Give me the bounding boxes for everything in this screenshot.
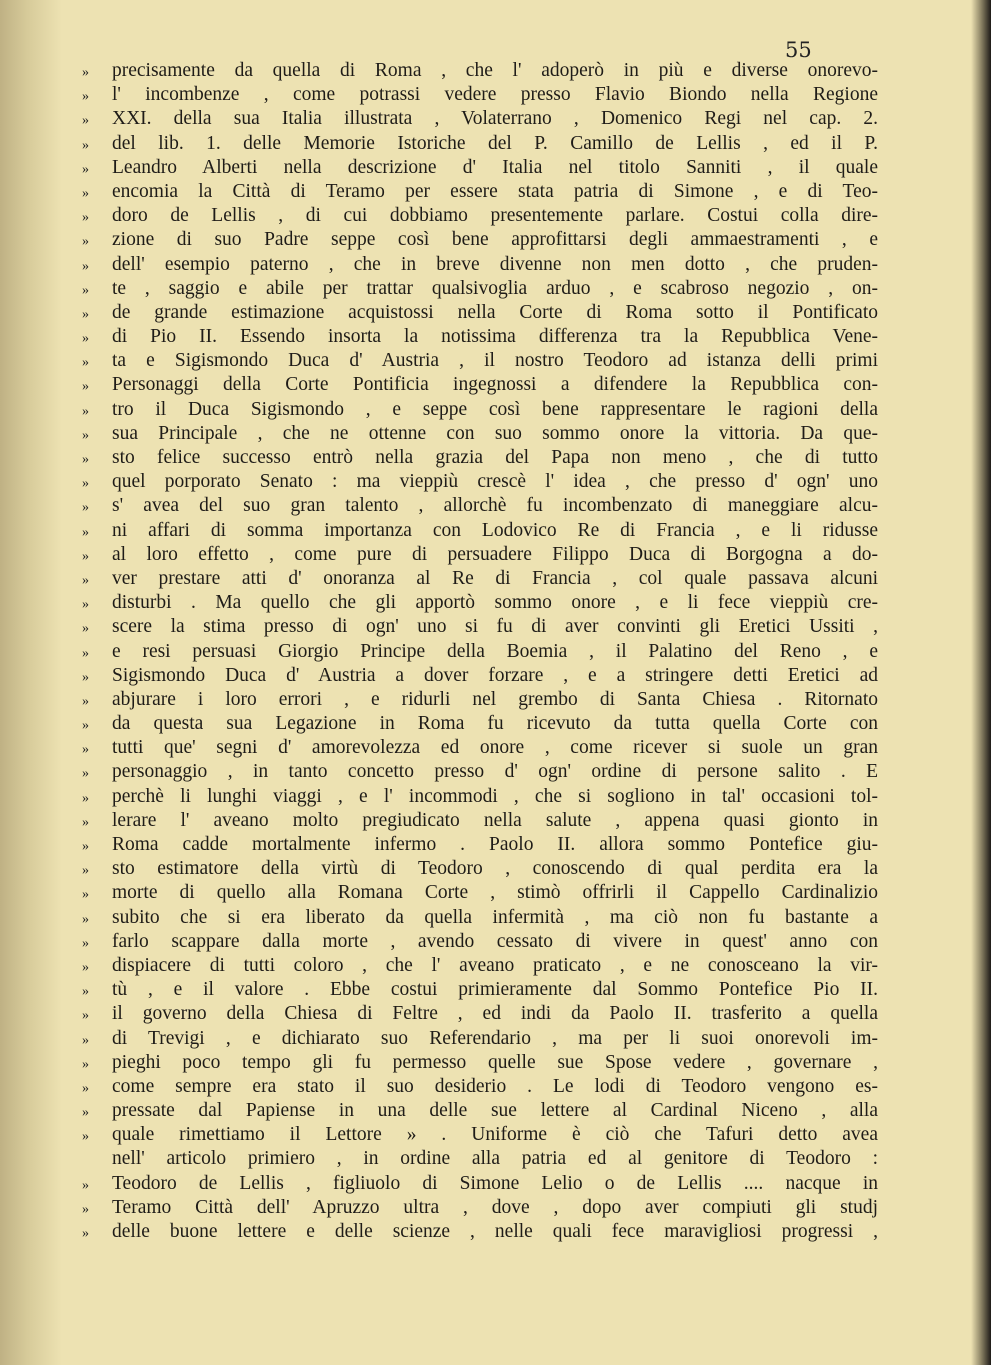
quote-mark: » <box>82 645 89 661</box>
quote-mark: » <box>82 572 89 588</box>
text-line <box>82 133 878 157</box>
quote-mark: » <box>82 1129 89 1145</box>
quote-mark: » <box>82 1032 89 1048</box>
line-text: doro de Lellis , di cui dobbiamo presentemente parlare. Costui colla dire- <box>112 205 878 227</box>
page-edge <box>971 0 991 1365</box>
line-text: Roma cadde mortalmente infermo . Paolo II. allora sommo Pontefice giu- <box>112 834 878 855</box>
line-text: XXI. della sua Italia illustrata , Volaterrano , Domenico Regi nel cap. 2. <box>112 108 878 130</box>
text-line <box>82 302 878 326</box>
line-text: tutti que' segni d' amorevolezza ed onore , come ricever si suole un gran <box>112 737 878 759</box>
quote-mark: » <box>82 863 89 879</box>
text-line <box>82 1003 878 1027</box>
text-line <box>82 882 878 906</box>
line-text: pressate dal Papiense in una delle sue lettere al Cardinal Niceno , alla <box>112 1100 878 1122</box>
line-text: ver prestare atti d' onoranza al Re di Francia , col quale passava alcuni <box>112 567 878 589</box>
text-line <box>82 737 878 761</box>
line-text: da questa sua Legazione in Roma fu ricevuto da tutta quella Corte con <box>112 713 878 735</box>
text-line <box>82 641 878 665</box>
line-text: s' avea del suo gran talento , allorchè fu incombenzato di maneggiare alcu- <box>112 495 878 517</box>
quote-mark: » <box>82 1226 89 1241</box>
quote-mark: » <box>82 814 89 830</box>
quote-mark: » <box>82 355 89 371</box>
text-line <box>82 955 878 979</box>
line-text: e resi persuasi Giorgio Principe della Boemia , il Palatino del Reno , e <box>112 640 878 662</box>
gutter-shadow <box>0 0 62 1365</box>
text-line <box>82 1173 878 1197</box>
text-line <box>82 1100 878 1124</box>
line-text: di Pio II. Essendo insorta la notissima differenza tra la Repubblica Vene- <box>112 326 878 348</box>
quote-mark: » <box>82 839 89 854</box>
quote-mark: » <box>82 427 89 443</box>
text-line <box>82 278 878 302</box>
line-text: abjurare i loro errori , e ridurli nel grembo di Santa Chiesa . Ritornato <box>112 688 878 710</box>
line-text: farlo scappare dalla morte , avendo cessato di vivere in quest' anno con <box>112 930 878 952</box>
quote-mark: » <box>82 1008 89 1024</box>
text-line <box>82 616 878 640</box>
text-line <box>82 326 878 350</box>
line-text: personaggio , in tanto concetto presso d' ogn' ordine di persone salito . E <box>112 761 878 783</box>
line-text: te , saggio e abile per trattar qualsivoglia arduo , e scabroso negozio , on- <box>112 277 878 299</box>
text-line <box>82 1221 878 1245</box>
quote-mark: » <box>82 210 89 226</box>
line-text: nell' articolo primiero , in ordine alla patria ed al genitore di Teodoro : <box>112 1148 878 1170</box>
line-text: al loro effetto , come pure di persuadere Filippo Duca di Borgogna a do- <box>112 543 878 565</box>
line-text: quale rimettiamo il Lettore » . Uniforme è ciò che Tafuri detto avea <box>112 1124 878 1146</box>
quote-mark: » <box>82 282 89 298</box>
quote-mark: » <box>82 742 89 758</box>
line-text: ta e Sigismondo Duca d' Austria , il nostro Teodoro ad istanza delli primi <box>112 350 878 372</box>
text-line <box>82 495 878 519</box>
quote-mark: » <box>82 911 89 927</box>
text-line <box>82 592 878 616</box>
quote-mark: » <box>82 161 89 177</box>
quote-mark: » <box>82 959 89 975</box>
line-text: Personaggi della Corte Pontificia ingegnossi a difendere la Repubblica con- <box>112 374 878 396</box>
line-text: sua Principale , che ne ottenne con suo sommo onore la vittoria. Da que- <box>112 422 878 444</box>
quote-mark: » <box>82 693 89 709</box>
line-text: zione di suo Padre seppe così bene approfittarsi degli ammaestramenti , e <box>112 229 878 251</box>
line-text: Teodoro de Lellis , figliuolo di Simone Lelio o de Lellis .... nacque in <box>112 1172 878 1194</box>
text-line <box>82 568 878 592</box>
line-text: sto estimatore della virtù di Teodoro , conoscendo di qual perdita era la <box>112 858 878 880</box>
quote-mark: » <box>82 1201 89 1217</box>
line-text: di Trevigi , e dichiarato suo Referendario , ma per li suoi onorevoli im- <box>112 1027 878 1049</box>
text-line <box>82 60 878 84</box>
text-line <box>82 931 878 955</box>
quote-mark: » <box>82 524 89 540</box>
page-number: 55 <box>785 38 812 62</box>
quote-mark: » <box>82 234 89 250</box>
quote-mark: » <box>82 1056 89 1072</box>
quote-mark: » <box>82 185 89 201</box>
text-line <box>82 1076 878 1100</box>
text-line <box>82 229 878 253</box>
quote-mark: » <box>82 1080 89 1096</box>
quote-mark: » <box>82 403 89 419</box>
quote-mark: » <box>82 669 89 685</box>
line-text: perchè li lunghi viaggi , e l' incommodi , che si sogliono in tal' occasioni tol- <box>112 785 878 807</box>
text-line <box>82 786 878 810</box>
text-line <box>82 713 878 737</box>
line-text: delle buone lettere e delle scienze , nelle quali fece maravigliosi progressi , <box>112 1221 878 1242</box>
line-text: pieghi poco tempo gli fu permesso quelle sue Spose vedere , governare , <box>112 1051 878 1073</box>
quote-mark: » <box>82 548 89 564</box>
line-text: il governo della Chiesa di Feltre , ed indi da Paolo II. trasferito a quella <box>112 1003 878 1025</box>
quote-mark: » <box>82 258 89 274</box>
quote-mark: » <box>82 621 89 637</box>
quote-mark: » <box>82 452 89 467</box>
line-text: de grande estimazione acquistossi nella Corte di Roma sotto il Pontificato <box>112 301 878 323</box>
quote-mark: » <box>82 500 89 516</box>
text-line <box>82 84 878 108</box>
quote-mark: » <box>82 790 89 806</box>
line-text: l' incombenze , come potrassi vedere presso Flavio Biondo nella Regione <box>112 84 878 106</box>
text-line <box>82 1197 878 1221</box>
quote-mark: » <box>82 306 89 322</box>
line-text: Leandro Alberti nella descrizione d' Italia nel titolo Sanniti , il quale <box>112 156 878 178</box>
text-line <box>82 520 878 544</box>
line-text: del lib. 1. delle Memorie Istoriche del P. Camillo de Lellis , ed il P. <box>112 132 878 154</box>
line-text: tro il Duca Sigismondo , e seppe così bene rappresentare le ragioni della <box>112 398 878 420</box>
text-line <box>82 907 878 931</box>
line-text: dispiacere di tutti coloro , che l' aveano praticato , e ne conosceano la vir- <box>112 954 878 976</box>
text-line <box>82 1148 878 1172</box>
text-line <box>82 665 878 689</box>
text-line <box>82 181 878 205</box>
line-text: disturbi . Ma quello che gli apportò sommo onore , e li fece vieppiù cre- <box>112 592 878 614</box>
line-text: precisamente da quella di Roma , che l' adoperò in più e diverse onorevo- <box>112 60 878 81</box>
quote-mark: » <box>82 984 89 1000</box>
text-line <box>82 205 878 229</box>
quote-mark: » <box>82 718 89 734</box>
text-line <box>82 858 878 882</box>
line-text: sto felice successo entrò nella grazia del Papa non meno , che di tutto <box>112 447 878 468</box>
text-line <box>82 157 878 181</box>
text-line <box>82 108 878 132</box>
line-text: scere la stima presso di ogn' uno si fu di aver convinti gli Eretici Ussiti , <box>112 616 878 638</box>
text-line <box>82 423 878 447</box>
quote-mark: » <box>82 113 89 129</box>
line-text: subito che si era liberato da quella infermità , ma ciò non fu bastante a <box>112 906 878 928</box>
line-text: quel porporato Senato : ma vieppiù crescè l' idea , che presso d' ogn' uno <box>112 471 878 493</box>
quote-mark: » <box>82 766 89 782</box>
text-line <box>82 689 878 713</box>
quote-mark: » <box>82 1105 89 1121</box>
quote-mark: » <box>82 887 89 903</box>
line-text: encomia la Città di Teramo per essere stata patria di Simone , e di Teo- <box>112 180 878 202</box>
text-line <box>82 979 878 1003</box>
line-text: Sigismondo Duca d' Austria a dover forzare , e a stringere detti Eretici ad <box>112 664 878 686</box>
text-line <box>82 447 878 471</box>
quote-mark: » <box>82 137 89 153</box>
quote-mark: » <box>82 935 89 951</box>
text-line <box>82 350 878 374</box>
text-line <box>82 399 878 423</box>
quote-mark: » <box>82 476 89 492</box>
text-line <box>82 1052 878 1076</box>
text-line <box>82 834 878 858</box>
text-line <box>82 761 878 785</box>
text-line <box>82 544 878 568</box>
quote-mark: » <box>82 331 89 347</box>
text-line <box>82 254 878 278</box>
line-text: come sempre era stato il suo desiderio . Le lodi di Teodoro vengono es- <box>112 1075 878 1097</box>
text-line <box>82 374 878 398</box>
line-text: dell' esempio paterno , che in breve divenne non men dotto , che pruden- <box>112 253 878 275</box>
quote-mark: » <box>82 1177 89 1193</box>
quote-mark: » <box>82 89 89 105</box>
quote-mark: » <box>82 597 89 613</box>
line-text: tù , e il valore . Ebbe costui primieramente dal Sommo Pontefice Pio II. <box>112 979 878 1001</box>
body-text <box>82 60 878 1245</box>
line-text: lerare l' aveano molto pregiudicato nella salute , appena quasi gionto in <box>112 809 878 831</box>
quote-mark: » <box>82 65 89 80</box>
line-text: Teramo Città dell' Apruzzo ultra , dove , dopo aver compiuti gli studj <box>112 1196 878 1218</box>
text-line <box>82 1028 878 1052</box>
text-line <box>82 1124 878 1148</box>
quote-mark: » <box>82 379 89 395</box>
text-line <box>82 810 878 834</box>
line-text: ni affari di somma importanza con Lodovico Re di Francia , e li ridusse <box>112 519 878 541</box>
text-line <box>82 471 878 495</box>
line-text: morte di quello alla Romana Corte , stimò offrirli il Cappello Cardinalizio <box>112 882 878 904</box>
